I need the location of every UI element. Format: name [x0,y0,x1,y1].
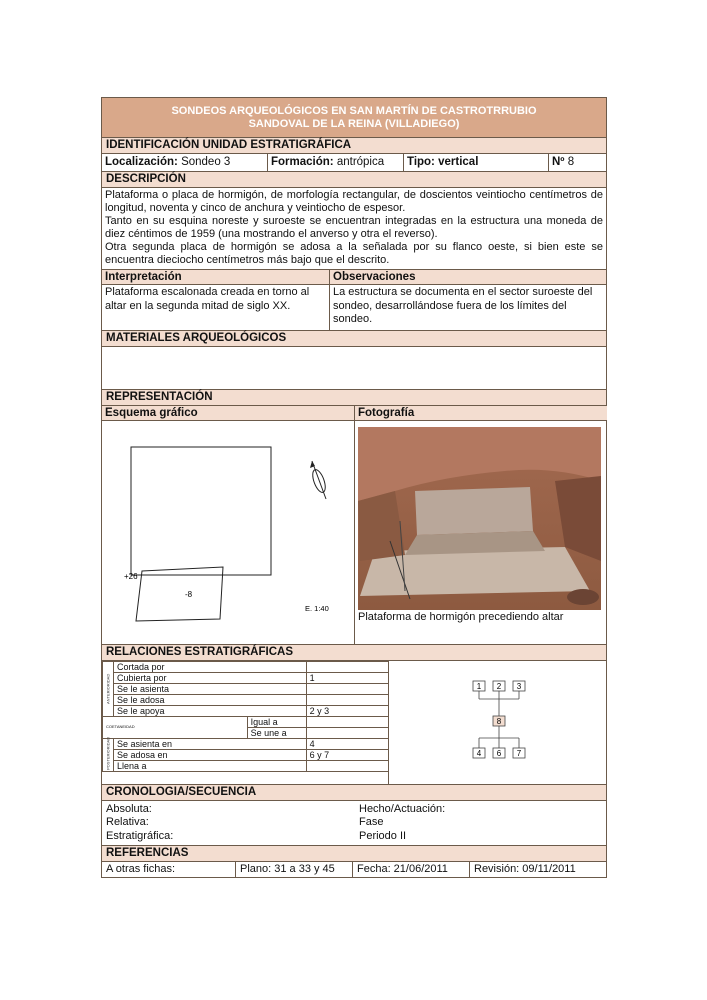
representacion-header: REPRESENTACIÓN [102,390,606,406]
rel-row-cortada-por [103,661,389,672]
relaciones-header: RELACIONES ESTRATIGRÁFICAS [102,645,606,661]
ficha-ue [101,97,607,878]
rel-value [306,661,388,672]
cronologia-header: CRONOLOGIA/SECUENCIA [102,785,606,801]
relaciones-table-block [102,661,389,784]
rel-row-igual-a [103,716,389,727]
numero-value: 8 [567,156,575,168]
rel-value [306,716,388,727]
rel-row-se-le-adosa [103,694,389,705]
fotografia-block [355,406,607,644]
title-line-1: SONDEOS ARQUEOLÓGICOS EN SAN MARTÍN DE CASTROTRRUBIO [171,105,537,117]
formacion-value: antrópica [336,156,385,168]
rel-label: Se le apoya [114,705,307,716]
otras-fichas: A otras fichas: [102,862,236,877]
rel-label: Se une a [247,727,306,738]
matrix-connectors-top [479,691,519,716]
rel-label: Se adosa en [114,749,307,760]
tipo-cell [404,154,549,171]
plano: Plano: 31 a 33 y 45 [236,862,353,877]
matrix-bottom-2: 6 [496,748,502,758]
descripcion-p3: Otra segunda placa de hormigón se adosa a la señalada por su flanco oeste, si bien este se encuentra dieciocho centímetros más bajo que el descrito. [105,241,603,266]
observaciones-block [330,270,606,330]
representacion-block [102,406,606,645]
descripcion-header: DESCRIPCIÓN [102,172,606,188]
rel-value [306,727,388,738]
tipo-label: Tipo: [407,156,435,168]
esquema-label: Esquema gráfico [102,406,354,421]
matrix-bottom-3: 7 [516,748,522,758]
cronologia-right [355,801,606,846]
group-anterioridad: ANTERIORIDAD [103,661,114,716]
rel-value [306,760,388,771]
rel-label: Igual a [247,716,306,727]
numero-label: Nº [552,156,565,168]
hecho-label: Hecho/Actuación: [359,802,446,815]
rel-value: 2 y 3 [306,705,388,716]
localizacion-cell [102,154,268,171]
title-line-2: SANDOVAL DE LA REINA (VILLADIEGO) [248,118,460,130]
descripcion-p2: Tanto en su esquina noreste y suroeste se encuentran integradas en la estructura una moneda de diez céntimos de 1959 (una mostrando el anverso y otra el reverso). [105,215,603,240]
tipo-value: vertical [438,156,479,168]
north-arrow-icon [310,461,328,499]
relativa-label: Relativa: [106,816,149,828]
matrix-center: 8 [496,716,502,726]
rel-row-llena-a [103,760,389,771]
matrix-top-1: 1 [476,681,482,691]
relaciones-table [102,661,389,772]
rel-label: Cubierta por [114,672,307,683]
matrix-top-3: 3 [516,681,522,691]
esquema-sketch [102,421,354,639]
descripcion-p1: Plataforma o placa de hormigón, de morfología rectangular, de doscientos veintiocho centímetros de longitud, noventa y cinco de anchura y veintiocho de espesor. [105,189,603,214]
harris-matrix [389,661,607,784]
formacion-label: Formación: [271,156,334,168]
descripcion-text [102,188,606,270]
group-posterioridad: POSTERIORIDAD [103,738,114,771]
interpretacion-observaciones [102,270,606,331]
identificacion-header: IDENTIFICACIÓN UNIDAD ESTRATIGRÁFICA [102,138,606,154]
materiales-content [102,347,606,390]
rel-label: Se le adosa [114,694,307,705]
estratigrafica-label: Estratigráfica: [106,829,174,842]
rel-label: Se le asienta [114,683,307,694]
group-coetaneidad: COETANEIDAD [103,716,248,738]
periodo-value: Periodo II [359,829,407,842]
rel-value [306,694,388,705]
fotografia-image [355,421,607,611]
revision: Revisión: 09/11/2011 [474,863,576,875]
sketch-label-inner: -8 [185,589,193,599]
rel-label: Llena a [114,760,307,771]
cronologia-left [102,801,355,846]
localizacion-value: Sondeo 3 [181,156,231,168]
rel-row-se-asienta-en [103,738,389,749]
rel-label: Se asienta en [114,738,307,749]
rel-value: 1 [306,672,388,683]
observaciones-header: Observaciones [330,270,606,285]
rel-value: 4 [306,738,388,749]
sketch-label-top: +26 [124,571,138,581]
relaciones-block [102,661,606,785]
materiales-header: MATERIALES ARQUEOLÓGICOS [102,331,606,347]
rel-row-se-le-apoya [103,705,389,716]
document-title [102,98,606,138]
matrix-connectors-bottom [479,726,519,748]
rel-row-se-le-asienta [103,683,389,694]
observaciones-text: La estructura se documenta en el sector suroeste del sondeo, desarrollándose fuera de los límites del sondeo. [333,286,593,325]
cronologia-block [102,801,606,847]
matrix-top-2: 2 [496,681,502,691]
fotografia-label: Fotografía [355,406,607,421]
rel-label: Cortada por [114,661,307,672]
rel-row-se-adosa-en [103,749,389,760]
fase-label: Fase [359,816,384,828]
rel-row-cubierta-por [103,672,389,683]
sketch-scale: E. 1:40 [305,603,329,613]
interpretacion-text: Plataforma escalonada creada en torno al altar en la segunda mitad de siglo XX. [105,286,310,312]
interpretacion-block [102,270,330,330]
localizacion-label: Localización: [105,156,178,168]
rel-value [306,683,388,694]
esquema-block [102,406,355,644]
harris-diagram [389,661,607,784]
fecha: Fecha: 21/06/2011 [353,862,470,877]
matrix-bottom-1: 4 [476,748,482,758]
identificacion-row [102,154,606,172]
referencias-row [102,862,606,877]
absoluta-label: Absoluta: [106,802,152,815]
sketch-trench-outline [131,447,271,575]
interpretacion-header: Interpretación [102,270,329,285]
photo-caption: Plataforma de hormigón precediendo altar [358,610,564,623]
rel-value: 6 y 7 [306,749,388,760]
numero-cell [549,154,606,171]
referencias-header: REFERENCIAS [102,846,606,862]
formacion-cell [268,154,404,171]
